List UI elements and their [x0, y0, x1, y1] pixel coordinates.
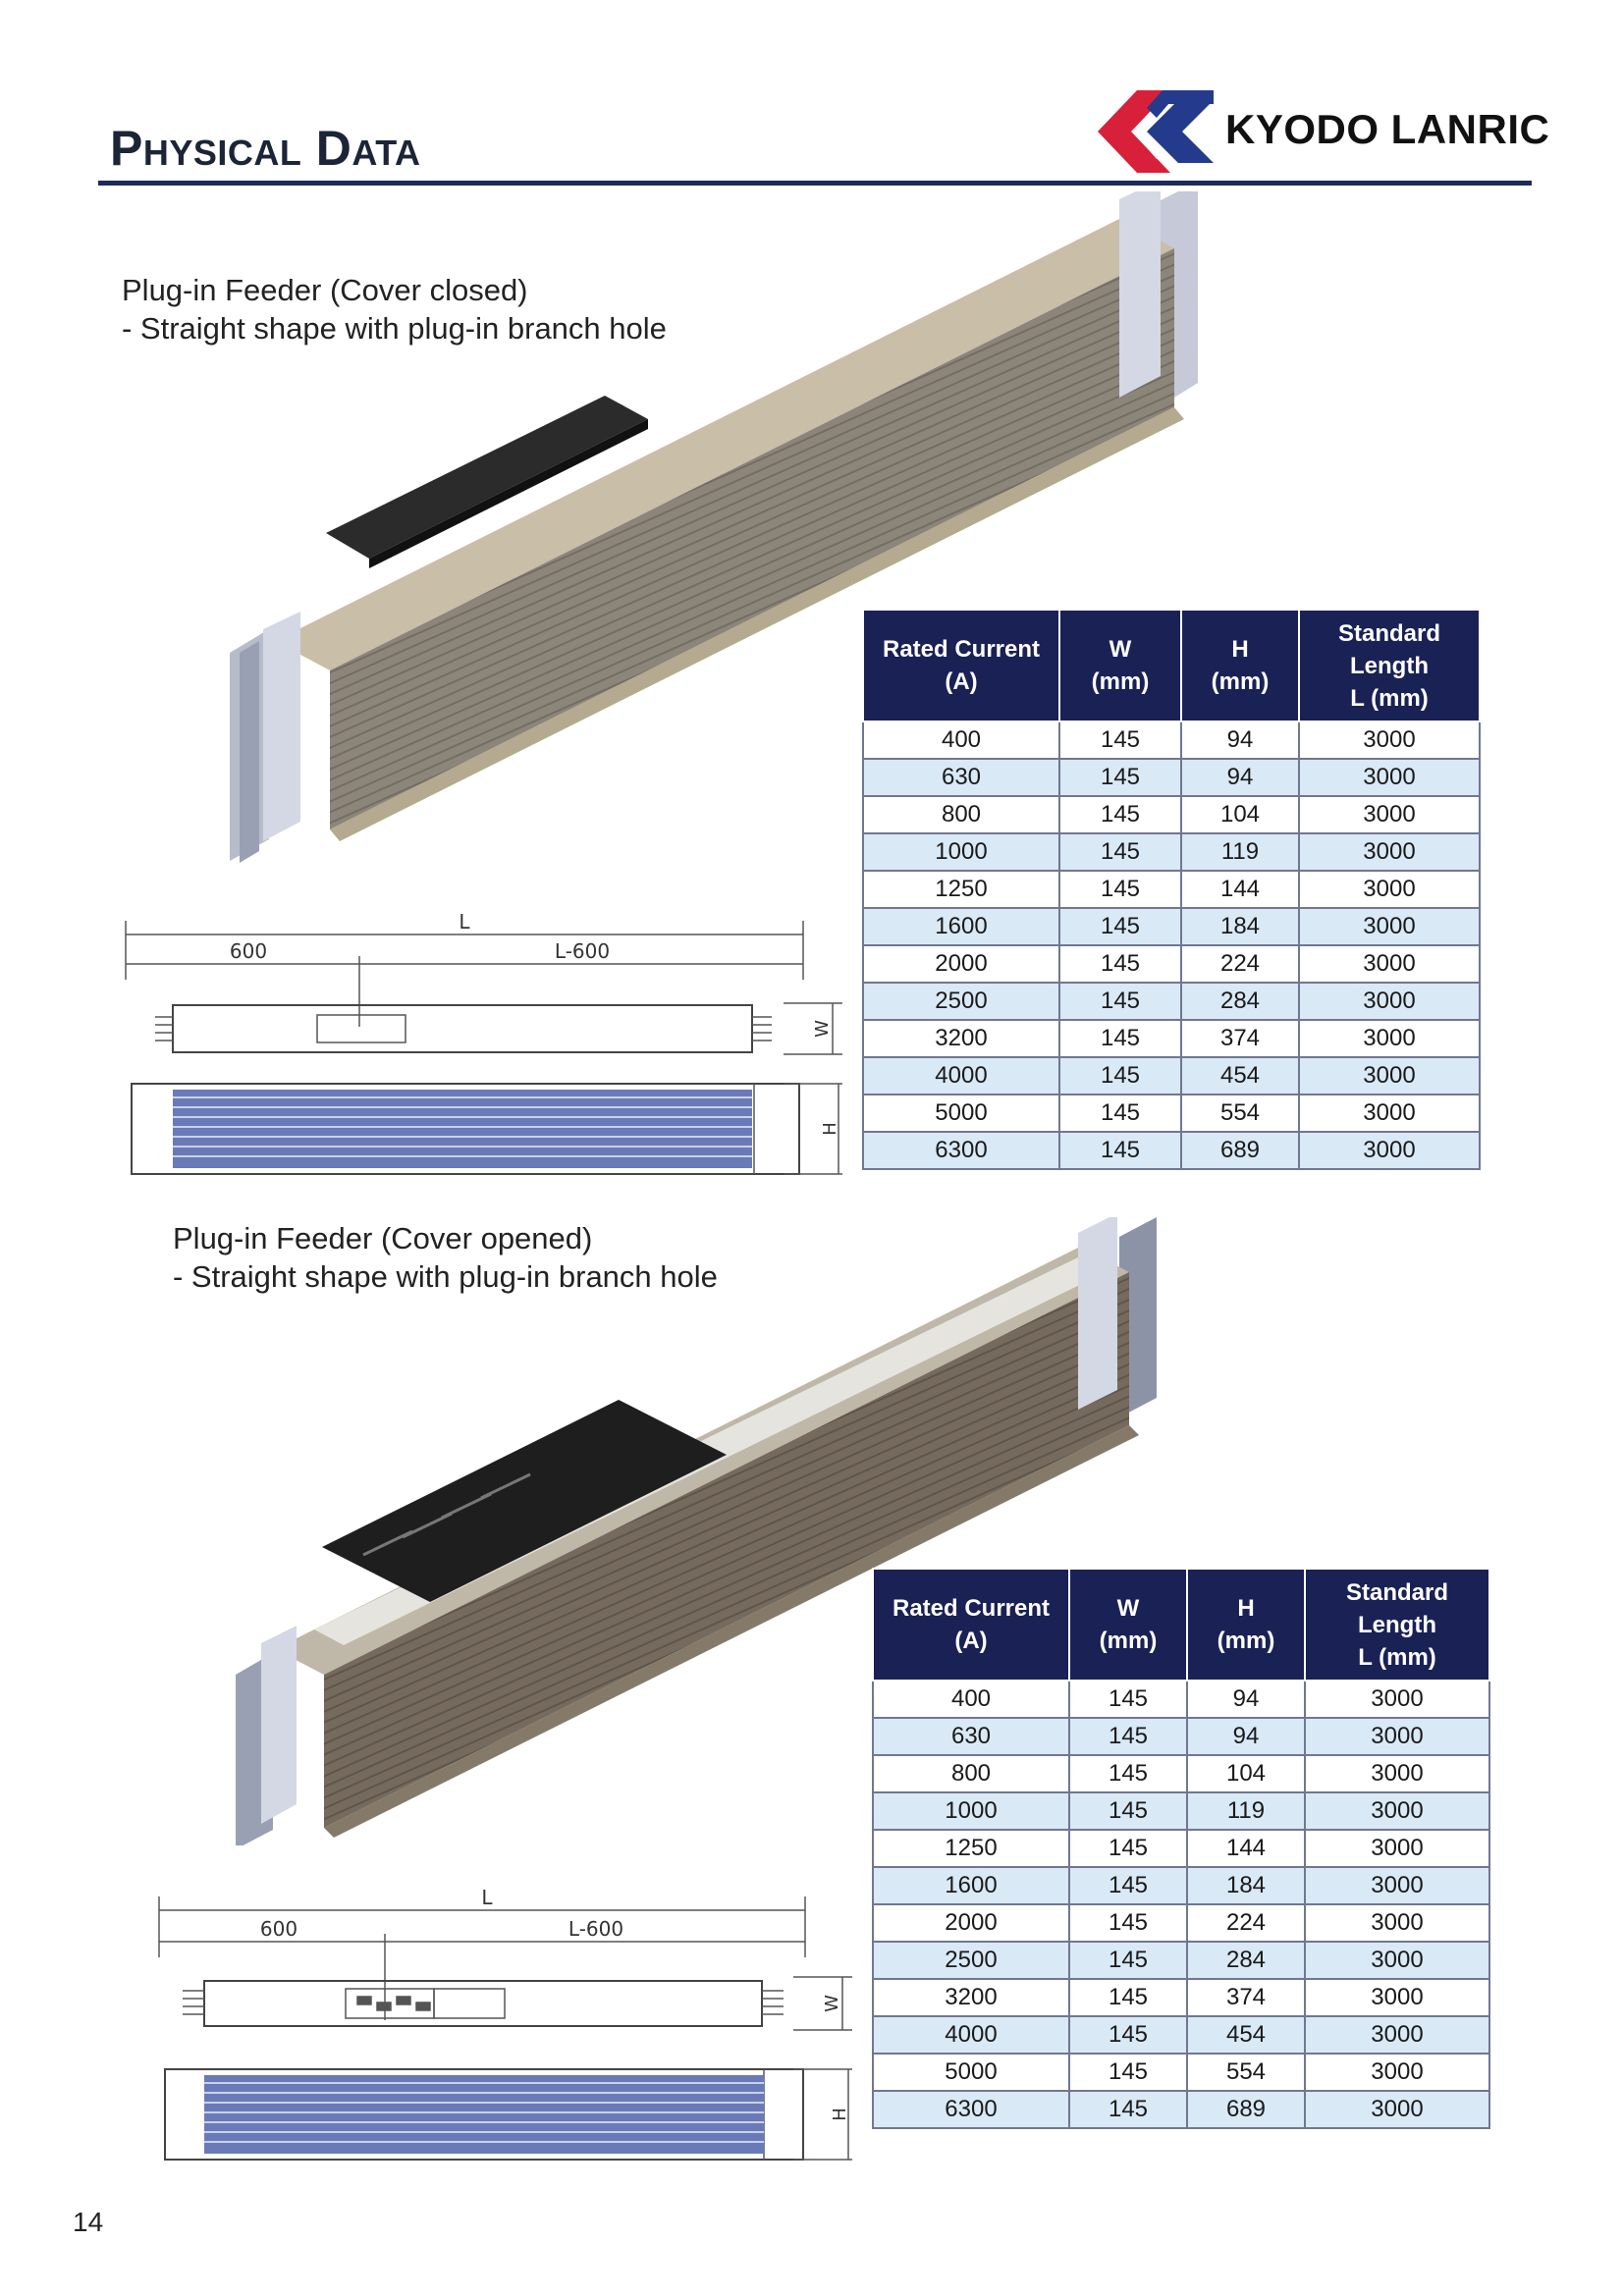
table-row	[873, 2016, 1489, 2054]
table-row	[873, 1830, 1489, 1867]
section1-dimension-drawing	[116, 901, 862, 1186]
dim-label-right: L-600	[568, 1917, 624, 1941]
cell-height: 94	[1187, 1718, 1305, 1755]
cell-rated-current: 800	[863, 796, 1059, 833]
dim-label-left: 600	[229, 939, 268, 963]
table-row	[863, 833, 1480, 871]
cell-standard-length: 3000	[1299, 945, 1480, 983]
cell-width: 145	[1059, 759, 1181, 796]
cell-width: 145	[1069, 2091, 1187, 2128]
table-row	[873, 1979, 1489, 2016]
section1-caption-subtitle: - Straight shape with plug-in branch hole	[122, 311, 667, 346]
cell-width: 145	[1059, 1095, 1181, 1132]
table-row	[863, 721, 1480, 759]
dim-label-width: W	[812, 1020, 833, 1038]
cell-rated-current: 2500	[873, 1942, 1069, 1979]
cell-standard-length: 3000	[1305, 1681, 1489, 1718]
cell-rated-current: 1250	[873, 1830, 1069, 1867]
cell-height: 224	[1187, 1904, 1305, 1942]
table-row	[863, 1132, 1480, 1169]
cell-rated-current: 6300	[863, 1132, 1059, 1169]
cell-standard-length: 3000	[1299, 759, 1480, 796]
cell-width: 145	[1059, 1020, 1181, 1057]
header-width: W (mm)	[1059, 610, 1181, 721]
cell-rated-current: 5000	[863, 1095, 1059, 1132]
cell-width: 145	[1069, 1755, 1187, 1792]
cell-width: 145	[1069, 1904, 1187, 1942]
table-row	[863, 983, 1480, 1020]
table-row	[873, 1904, 1489, 1942]
cell-rated-current: 800	[873, 1755, 1069, 1792]
cell-rated-current: 4000	[873, 2016, 1069, 2054]
table-row	[863, 945, 1480, 983]
cell-width: 145	[1059, 796, 1181, 833]
cell-width: 145	[1069, 1792, 1187, 1830]
cell-rated-current: 2500	[863, 983, 1059, 1020]
cell-rated-current: 6300	[873, 2091, 1069, 2128]
cell-width: 145	[1059, 908, 1181, 945]
cell-height: 144	[1181, 871, 1299, 908]
cell-standard-length: 3000	[1299, 983, 1480, 1020]
cell-rated-current: 3200	[873, 1979, 1069, 2016]
table-row	[863, 796, 1480, 833]
cell-width: 145	[1069, 2054, 1187, 2091]
cell-width: 145	[1059, 871, 1181, 908]
cell-standard-length: 3000	[1305, 2091, 1489, 2128]
cell-width: 145	[1069, 1718, 1187, 1755]
cell-standard-length: 3000	[1305, 1755, 1489, 1792]
cell-rated-current: 1600	[873, 1867, 1069, 1904]
cell-height: 284	[1187, 1942, 1305, 1979]
cell-standard-length: 3000	[1305, 1867, 1489, 1904]
cell-standard-length: 3000	[1299, 833, 1480, 871]
page-number: 14	[73, 2207, 104, 2237]
side-view-bars	[173, 1090, 752, 1168]
dim-label-total: L	[481, 1886, 493, 1909]
table-row	[873, 1718, 1489, 1755]
cell-height: 284	[1181, 983, 1299, 1020]
cell-rated-current: 1000	[863, 833, 1059, 871]
dim-label-height: H	[830, 2108, 850, 2121]
table-row	[863, 908, 1480, 945]
header-divider	[98, 181, 1532, 186]
cell-rated-current: 630	[863, 759, 1059, 796]
cell-height: 454	[1181, 1057, 1299, 1095]
header-rated-current: Rated Current (A)	[873, 1569, 1069, 1681]
spec-table-cover-closed	[862, 609, 1481, 1170]
dim-label-width: W	[822, 1995, 842, 2012]
cell-height: 104	[1181, 796, 1299, 833]
cell-height: 94	[1181, 721, 1299, 759]
cell-standard-length: 3000	[1299, 871, 1480, 908]
cell-standard-length: 3000	[1305, 1942, 1489, 1979]
cell-width: 145	[1069, 1681, 1187, 1718]
cell-rated-current: 2000	[873, 1904, 1069, 1942]
cell-height: 454	[1187, 2016, 1305, 2054]
section2-dimension-drawing	[149, 1873, 876, 2167]
title-initial-1: P	[110, 121, 143, 176]
table-row	[863, 1020, 1480, 1057]
dim-label-total: L	[459, 910, 470, 934]
cell-standard-length: 3000	[1305, 1904, 1489, 1942]
side-view-bars	[204, 2075, 764, 2154]
cell-height: 184	[1187, 1867, 1305, 1904]
cell-rated-current: 5000	[873, 2054, 1069, 2091]
cell-width: 145	[1069, 2016, 1187, 2054]
brand-logo-icon	[1098, 90, 1214, 173]
cell-standard-length: 3000	[1305, 1792, 1489, 1830]
cell-height: 374	[1181, 1020, 1299, 1057]
cell-width: 145	[1069, 1867, 1187, 1904]
cell-height: 144	[1187, 1830, 1305, 1867]
title-word-1: HYSICAL	[142, 133, 302, 173]
header-height: H (mm)	[1187, 1569, 1305, 1681]
section1-caption-title: Plug-in Feeder (Cover closed)	[122, 273, 528, 307]
cell-rated-current: 400	[873, 1681, 1069, 1718]
table-row	[863, 759, 1480, 796]
cell-rated-current: 400	[863, 721, 1059, 759]
table-row	[863, 1057, 1480, 1095]
table-row	[873, 1681, 1489, 1718]
cell-height: 689	[1187, 2091, 1305, 2128]
cell-height: 224	[1181, 945, 1299, 983]
page-title	[110, 120, 421, 177]
table-row	[873, 1867, 1489, 1904]
cell-standard-length: 3000	[1305, 2016, 1489, 2054]
cell-height: 94	[1187, 1681, 1305, 1718]
cell-height: 94	[1181, 759, 1299, 796]
cell-rated-current: 1000	[873, 1792, 1069, 1830]
cell-height: 554	[1187, 2054, 1305, 2091]
dim-label-right: L-600	[554, 939, 611, 963]
cell-rated-current: 2000	[863, 945, 1059, 983]
cell-height: 119	[1181, 833, 1299, 871]
cell-standard-length: 3000	[1305, 1718, 1489, 1755]
cell-standard-length: 3000	[1305, 1830, 1489, 1867]
header-width: W (mm)	[1069, 1569, 1187, 1681]
cell-standard-length: 3000	[1299, 1057, 1480, 1095]
dim-label-left: 600	[259, 1917, 298, 1941]
cell-rated-current: 1250	[863, 871, 1059, 908]
cell-width: 145	[1059, 983, 1181, 1020]
table-row	[873, 2091, 1489, 2128]
cell-height: 374	[1187, 1979, 1305, 2016]
cell-standard-length: 3000	[1299, 796, 1480, 833]
cell-standard-length: 3000	[1299, 1020, 1480, 1057]
table-row	[863, 1095, 1480, 1132]
cell-rated-current: 630	[873, 1718, 1069, 1755]
table-row	[863, 871, 1480, 908]
cell-height: 119	[1187, 1792, 1305, 1830]
cell-width: 145	[1059, 945, 1181, 983]
table-row	[873, 1792, 1489, 1830]
title-word-2: ATA	[352, 133, 421, 173]
cell-rated-current: 1600	[863, 908, 1059, 945]
header-height: H (mm)	[1181, 610, 1299, 721]
cell-width: 145	[1059, 721, 1181, 759]
dim-label-height: H	[820, 1122, 840, 1136]
cell-width: 145	[1059, 1132, 1181, 1169]
cell-height: 554	[1181, 1095, 1299, 1132]
title-initial-2: D	[315, 121, 352, 176]
table-header-row	[863, 610, 1480, 721]
cell-width: 145	[1069, 1979, 1187, 2016]
cell-width: 145	[1059, 833, 1181, 871]
section2-caption-title: Plug-in Feeder (Cover opened)	[173, 1221, 593, 1255]
brand-name: KYODO LANRIC	[1225, 106, 1550, 152]
cell-rated-current: 3200	[863, 1020, 1059, 1057]
cell-height: 689	[1181, 1132, 1299, 1169]
cell-width: 145	[1059, 1057, 1181, 1095]
cell-standard-length: 3000	[1305, 1979, 1489, 2016]
cell-height: 104	[1187, 1755, 1305, 1792]
table-row	[873, 2054, 1489, 2091]
header-standard-length: Standard Length L (mm)	[1299, 610, 1480, 721]
cell-standard-length: 3000	[1299, 1132, 1480, 1169]
cell-standard-length: 3000	[1305, 2054, 1489, 2091]
cell-width: 145	[1069, 1942, 1187, 1979]
cell-standard-length: 3000	[1299, 721, 1480, 759]
cell-standard-length: 3000	[1299, 908, 1480, 945]
table-header-row	[873, 1569, 1489, 1681]
section2-caption-subtitle: - Straight shape with plug-in branch hole	[173, 1259, 718, 1294]
table-row	[873, 1942, 1489, 1979]
cell-rated-current: 4000	[863, 1057, 1059, 1095]
header-standard-length: Standard Length L (mm)	[1305, 1569, 1489, 1681]
table-row	[873, 1755, 1489, 1792]
cell-width: 145	[1069, 1830, 1187, 1867]
cell-height: 184	[1181, 908, 1299, 945]
header-rated-current: Rated Current (A)	[863, 610, 1059, 721]
cell-standard-length: 3000	[1299, 1095, 1480, 1132]
spec-table-cover-opened	[872, 1568, 1490, 2129]
